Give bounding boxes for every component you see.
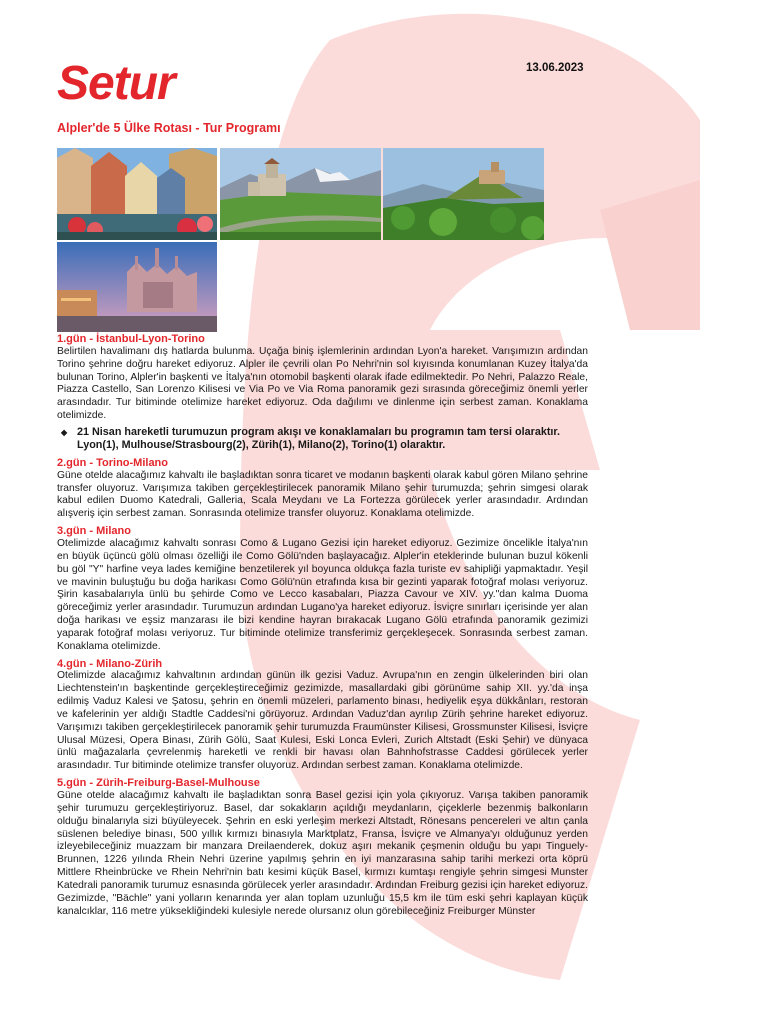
photo-hilltop-monastery bbox=[383, 148, 544, 240]
day-5-title: 5.gün - Zürih-Freiburg-Basel-Mulhouse bbox=[57, 777, 260, 790]
document-date: 13.06.2023 bbox=[526, 62, 584, 74]
svg-text:Setur: Setur bbox=[57, 57, 175, 106]
setur-logo bbox=[57, 56, 207, 106]
diamond-bullet-icon: ◆ bbox=[61, 427, 68, 437]
page-title: Alpler'de 5 Ülke Rotası - Tur Programı bbox=[57, 121, 281, 135]
day-5-text: Güne otelde alacağımız kahvaltı ile başladıktan sonra Basel gezisi için yola çıkıyoruz. Varışa takiben panoramik şehir turumuzu gerçekleştiriyoruz. Basel, dar sokakların açıldığı meydanların, çiçeklerle bezenmiş balkonların olduğu binalarıyla sizi büyüleyecek. Şehrin en eski yerleşim merkezi Altstadt, Rönesans pencereleri ve altın çanla süslenen belediye binası, 500 yıllık kırmızı binasıyla Marktplatz, Fransa, İsviçre ve Almanya'yı olduğunuz yerden izleyebileceğiniz muazzam bir manzara Dreilaenderek, dokuz aşırı mekanik çeşmenin olduğu bu yapı Tinguely-Brunnen, 1226 yılında Rhein Nehri üzerine yapılmış şehrin en iyi manzarasına sahip tarihi merkezi orta köprü Mittlere Rheinbrücke ve Rhein Nehri'nin batı kesimi küçük Basel, kırmızı kumtaşı rengiyle şehrin simgesi Munster Katedrali panoramik turumuz esnasında görülecek yerler arasındadır. Ardından Freiburg gezisi için hareket ediyoruz. Gezimizde, "Bächle" yani yolların kenarında yer alan toplam uzunluğu 15,5 km ile tüm eski şehri kaplayan küçük kanalcıklar, 116 metre yüksekliğindeki kulesiyle nerede olursanız olun görebileceğiniz Freiburger Münster bbox=[57, 790, 588, 917]
day-1-note-text: 21 Nisan hareketli turumuzun program akışı ve konaklamaları bu programın tam tersi olaraktır. Lyon(1), Mulhouse/Strasbourg(2), Zürih(1), Milano(2), Torino(1) olaraktır. bbox=[77, 425, 561, 452]
day-3-title: 3.gün - Milano bbox=[57, 525, 131, 538]
day-1-note bbox=[57, 426, 588, 453]
photo-milan-duomo bbox=[57, 242, 217, 332]
itinerary bbox=[57, 333, 588, 918]
photo-colmar-canal bbox=[57, 148, 217, 240]
day-1-title: 1.gün - İstanbul-Lyon-Torino bbox=[57, 333, 205, 345]
day-2-title: 2.gün - Torino-Milano bbox=[57, 456, 168, 469]
day-3-text: Otelimizde alacağımız kahvaltı sonrası Como & Lugano Gezisi için hareket ediyoruz. Gezimize öncelikle İtalya'nın en büyük üçüncü gölü olması özelliği ile Como Gölü'nden başlayacağız. Alpler'in eteklerinde bulunan buzul kökenli bu göl "Y" harfine veya lades kemiğine benzetilerek yıl boyunca oldukça fazla turiste ev sahipliği yapmaktadır. Yeşil ve mavinin buluştuğu bu doğa harikası Como Gölü'nün etrafında kısa bir gezinti yaparak fotoğraf molası veriyoruz. Şirin kasabalarıyla ünlü bu şehirde Como ve Lecco kasabaları, Piazza Cavour ve XIV. yy."dan kalma Duoma göreceğimiz yerler arasındadır. Turumuzun ardından Lugano'ya hareket ediyoruz. İsviçre sınırları içerisinde yer alan doğa harikası ve eşsiz manzarası ile bizi kendine hayran bırakacak Lugano Gölü etrafında panoramik gezimizi yaparak fotoğraf molası veriyoruz. Tur bitiminde otelimize transferimiz gerçekleşecek. Sonrasında serbest zaman. Konaklama otelimizde. bbox=[57, 537, 588, 652]
photo-vaduz-castle bbox=[220, 148, 381, 240]
day-1-text: Belirtilen havalimanı dış hatlarda bulunma. Uçağa biniş işlemlerinin ardından Lyon'a hareket. Varışımızın ardından Torino şehrine doğru hareket ediyoruz. Alpler ile çevrili olan Po Nehri'nin sol kıyısında konumlanan Kuzey İtalya'da bulunan Torino, Alpler'in başkenti ve İtalya'nın otomobil başkenti olarak ifade edilmektedir. Po Nehri, Palazzo Reale, Piazza Castello, San Lorenzo Kilisesi ve Via Po ve Via Roma panoramik gezi sırasında göreceğimiz önemli yerler arasındadır. Tur bitiminde otelimize hareket ediyoruz. Oda dağılımı ve dinlenme için serbest zaman. Konaklama otelimizde. bbox=[57, 345, 588, 422]
day-4-title: 4.gün - Milano-Zürih bbox=[57, 657, 163, 670]
day-2-text: Güne otelde alacağımız kahvaltı ile başladıktan sonra ticaret ve modanın başkenti olarak kabul gören Milano şehrine transfer oluyoruz. Varışımıza takiben gerçekleştirilecek panoramik Milano şehir turumuzda; şehrin simgesi olarak kabul edilen Duomo Katedrali, Galleria, Scala Meydanı ve La Fortezza görülecek yerler arasındadır. Ardından alışveriş için serbest zaman. Sonrasında otelimize transfer oluyoruz. Konaklama otelimizde. bbox=[57, 469, 588, 520]
day-4-text: Otelimizde alacağımız kahvaltının ardından günün ilk gezisi Vaduz. Avrupa'nın en zengin ülkelerinden biri olan Liechtenstein'ın başkentinde gerçekleştireceğimiz gezimizde, masallardaki gibi görünüme sahip XII. yy.'da inşa edilmiş Vaduz Kalesi ve Şatosu, şehrin en önemli müzeleri, parlamento binası, hediyelik eşya dükkânları, restoran ve kafelerinin yer aldığı Stadtle Caddesi'ni görüyoruz. Ardından Vaduz'dan ayrılıp Zürih şehrine hareket ediyoruz. Varışımızı takiben gerçekleştirilecek panoramik şehir turumuzda Fraumünster Kilisesi, Grossmunster Kilisesi, İsviçre Ulusal Müzesi, Opera Binası, Zürih Gölü, Saat Kulesi, Eski Lonca Evleri, Zurich Altstadt (Eski Şehir) ve dünyaca ünlü mağazalarla çevrelenmiş hareketli ve renkli bir havası olan Bahnhofstrasse Caddesi görülecek yerler arasındadır. Tur bitiminde otelimize transfer oluyoruz. Ardından serbest zaman. Konaklama otelimizde. bbox=[57, 670, 588, 772]
